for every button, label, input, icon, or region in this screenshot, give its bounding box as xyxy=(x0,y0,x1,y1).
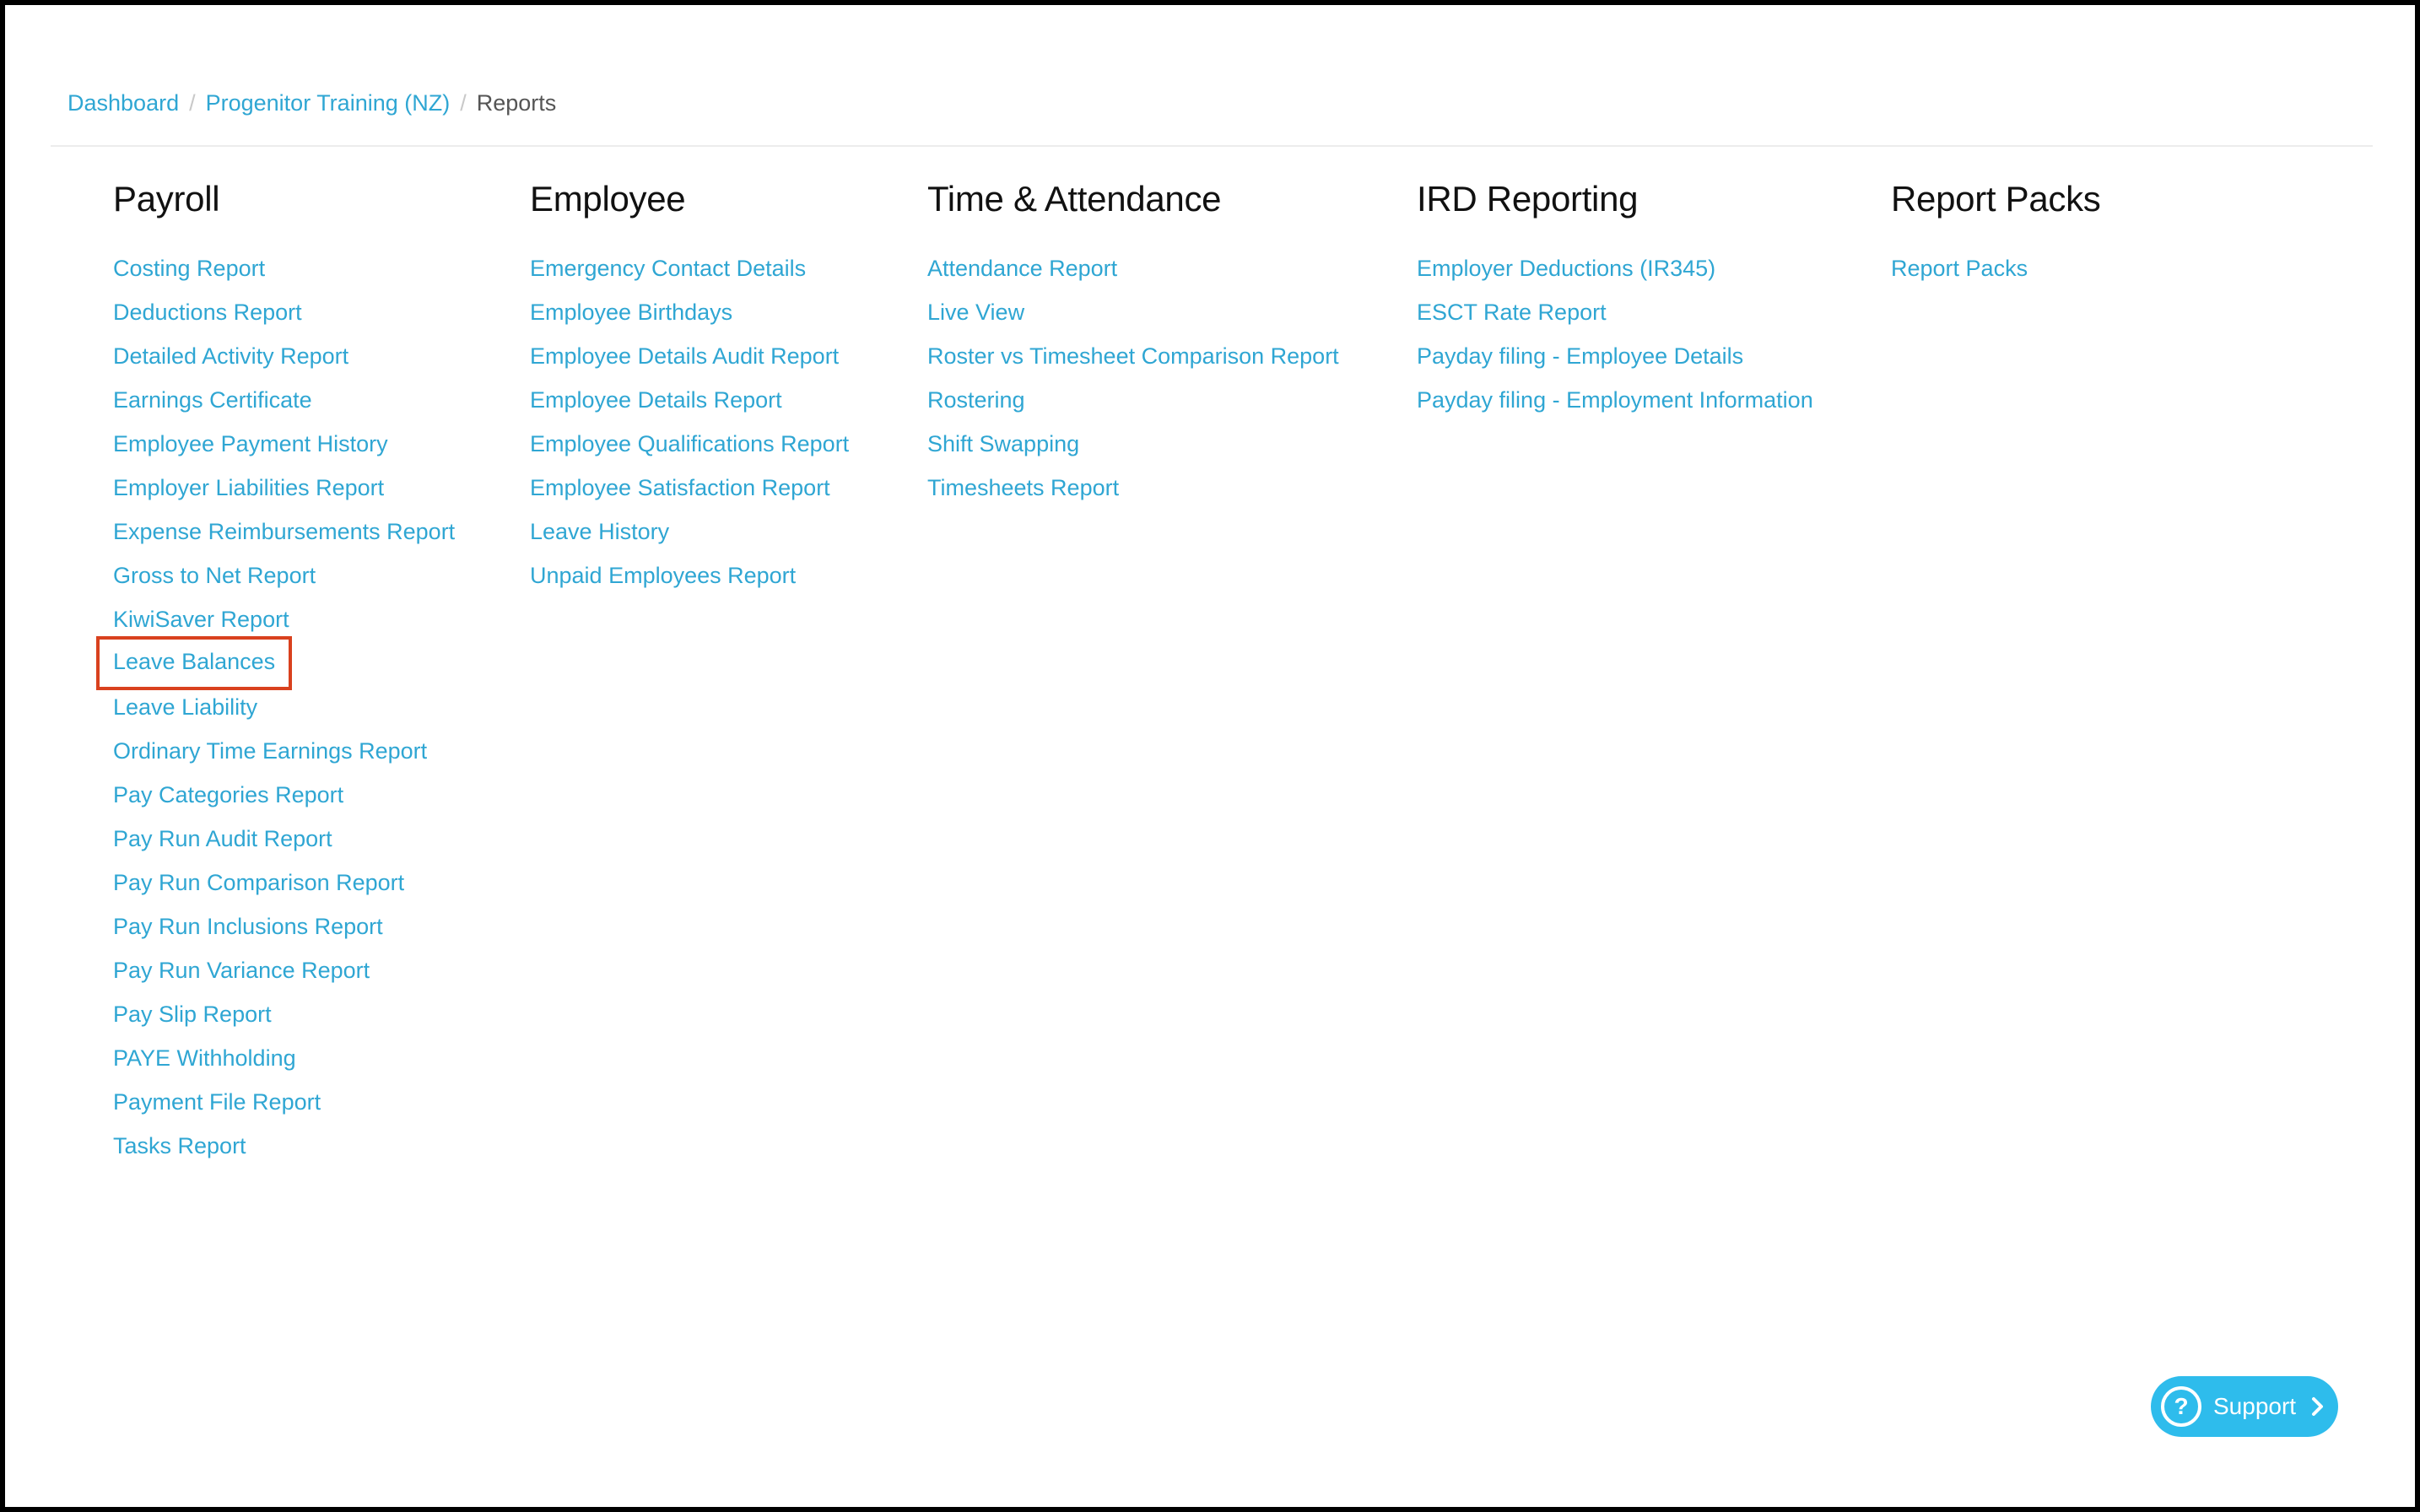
report-link-emergency-contact-details[interactable]: Emergency Contact Details xyxy=(530,256,807,281)
report-link-unpaid-employees-report[interactable]: Unpaid Employees Report xyxy=(530,563,797,588)
report-list-item xyxy=(1417,334,1813,378)
report-link-roster-vs-timesheet-comparison-report[interactable]: Roster vs Timesheet Comparison Report xyxy=(927,343,1339,369)
report-link-employee-payment-history[interactable]: Employee Payment History xyxy=(113,431,388,456)
report-link-employer-deductions-ir345[interactable]: Employer Deductions (IR345) xyxy=(1417,256,1716,281)
report-list-item xyxy=(113,554,455,597)
report-link-pay-run-audit-report[interactable]: Pay Run Audit Report xyxy=(113,826,332,851)
report-link-paye-withholding[interactable]: PAYE Withholding xyxy=(113,1045,296,1071)
report-link-pay-run-variance-report[interactable]: Pay Run Variance Report xyxy=(113,958,370,983)
report-link-timesheets-report[interactable]: Timesheets Report xyxy=(927,475,1120,500)
report-list-item xyxy=(530,378,849,422)
report-list-item xyxy=(927,334,1339,378)
payroll-column xyxy=(113,177,455,1168)
ird-reporting-report-list xyxy=(1417,246,1813,422)
report-list-item xyxy=(530,510,849,554)
employee-report-list xyxy=(530,246,849,597)
breadcrumb xyxy=(68,86,556,120)
report-list-item xyxy=(113,597,455,641)
ird-reporting-column xyxy=(1417,177,1813,422)
report-list-item xyxy=(1417,246,1813,290)
time-attendance-heading: Time & Attendance xyxy=(927,179,1222,219)
report-list-item xyxy=(113,817,455,861)
report-link-leave-balances[interactable]: Leave Balances xyxy=(100,640,289,687)
report-list-item xyxy=(113,378,455,422)
report-link-pay-run-inclusions-report[interactable]: Pay Run Inclusions Report xyxy=(113,914,383,939)
time-attendance-column xyxy=(927,177,1339,510)
report-link-employee-qualifications-report[interactable]: Employee Qualifications Report xyxy=(530,431,850,456)
report-list-item xyxy=(530,290,849,334)
ird-reporting-heading: IRD Reporting xyxy=(1417,179,1639,219)
report-list-item xyxy=(113,948,455,992)
report-list-item xyxy=(113,466,455,510)
report-link-employee-details-audit-report[interactable]: Employee Details Audit Report xyxy=(530,343,840,369)
report-list-item xyxy=(113,246,455,290)
report-link-leave-history[interactable]: Leave History xyxy=(530,519,670,544)
report-packs-heading: Report Packs xyxy=(1891,179,2101,219)
report-list-item xyxy=(530,422,849,466)
report-list-item xyxy=(113,773,455,817)
report-list-item xyxy=(113,422,455,466)
report-list-item xyxy=(113,1080,455,1124)
report-list-item xyxy=(113,510,455,554)
report-link-employee-satisfaction-report[interactable]: Employee Satisfaction Report xyxy=(530,475,830,500)
report-link-kiwisaver-report[interactable]: KiwiSaver Report xyxy=(113,607,289,632)
report-list-item xyxy=(927,246,1339,290)
chevron-right-icon xyxy=(2311,1396,2325,1417)
report-list-item xyxy=(927,378,1339,422)
report-link-gross-to-net-report[interactable]: Gross to Net Report xyxy=(113,563,316,588)
report-link-ordinary-time-earnings-report[interactable]: Ordinary Time Earnings Report xyxy=(113,738,428,764)
breadcrumb-organisation[interactable]: Progenitor Training (NZ) xyxy=(205,89,451,116)
report-link-employer-liabilities-report[interactable]: Employer Liabilities Report xyxy=(113,475,385,500)
report-link-pay-run-comparison-report[interactable]: Pay Run Comparison Report xyxy=(113,870,405,895)
breadcrumb-current: Reports xyxy=(476,89,557,116)
report-link-attendance-report[interactable]: Attendance Report xyxy=(927,256,1118,281)
report-link-rostering[interactable]: Rostering xyxy=(927,387,1025,413)
report-link-pay-slip-report[interactable]: Pay Slip Report xyxy=(113,1002,272,1027)
report-link-deductions-report[interactable]: Deductions Report xyxy=(113,300,302,325)
report-list-item xyxy=(113,1124,455,1168)
report-link-expense-reimbursements-report[interactable]: Expense Reimbursements Report xyxy=(113,519,456,544)
time-attendance-report-list xyxy=(927,246,1339,510)
report-link-esct-rate-report[interactable]: ESCT Rate Report xyxy=(1417,300,1607,325)
breadcrumb-separator: / xyxy=(460,89,467,116)
report-list-item xyxy=(1417,378,1813,422)
support-label: Support xyxy=(2213,1393,2297,1419)
report-link-tasks-report[interactable]: Tasks Report xyxy=(113,1133,246,1158)
report-list-item xyxy=(1891,246,2101,290)
report-list-item xyxy=(927,290,1339,334)
report-list-item xyxy=(113,729,455,773)
payroll-heading: Payroll xyxy=(113,179,220,219)
report-list-item xyxy=(927,466,1339,510)
breadcrumb-separator: / xyxy=(189,89,196,116)
report-list-item xyxy=(530,334,849,378)
report-link-leave-liability[interactable]: Leave Liability xyxy=(113,694,258,720)
support-button[interactable] xyxy=(2151,1376,2338,1437)
report-link-employee-birthdays[interactable]: Employee Birthdays xyxy=(530,300,733,325)
report-list-item xyxy=(530,246,849,290)
report-list-item xyxy=(927,422,1339,466)
report-list-item xyxy=(530,554,849,597)
report-link-live-view[interactable]: Live View xyxy=(927,300,1025,325)
breadcrumb-dashboard[interactable]: Dashboard xyxy=(68,89,180,116)
report-list-item xyxy=(113,290,455,334)
report-link-payday-filing-employee-details[interactable]: Payday filing - Employee Details xyxy=(1417,343,1744,369)
report-list-item xyxy=(530,466,849,510)
report-list-item xyxy=(113,861,455,904)
report-link-pay-categories-report[interactable]: Pay Categories Report xyxy=(113,782,344,807)
report-list-item xyxy=(113,685,455,729)
report-list-item xyxy=(113,1036,455,1080)
report-list-item xyxy=(113,334,455,378)
question-circle-icon: ? xyxy=(2161,1386,2201,1427)
page xyxy=(5,5,2415,1507)
employee-heading: Employee xyxy=(530,179,686,219)
report-list-item xyxy=(113,992,455,1036)
report-packs-column xyxy=(1891,177,2101,290)
report-list-item xyxy=(1417,290,1813,334)
header-divider xyxy=(51,145,2373,147)
report-link-payment-file-report[interactable]: Payment File Report xyxy=(113,1089,321,1115)
report-link-employee-details-report[interactable]: Employee Details Report xyxy=(530,387,782,413)
payroll-report-list xyxy=(113,246,455,1168)
report-packs-list xyxy=(1891,246,2101,290)
report-link-shift-swapping[interactable]: Shift Swapping xyxy=(927,431,1080,456)
report-link-payday-filing-employment-information[interactable]: Payday filing - Employment Information xyxy=(1417,387,1813,413)
employee-column xyxy=(530,177,849,597)
report-list-item xyxy=(113,641,455,685)
report-list-item xyxy=(113,904,455,948)
report-link-earnings-certificate[interactable]: Earnings Certificate xyxy=(113,387,312,413)
report-link-costing-report[interactable]: Costing Report xyxy=(113,256,266,281)
report-link-detailed-activity-report[interactable]: Detailed Activity Report xyxy=(113,343,349,369)
report-link-report-packs[interactable]: Report Packs xyxy=(1891,256,2028,281)
